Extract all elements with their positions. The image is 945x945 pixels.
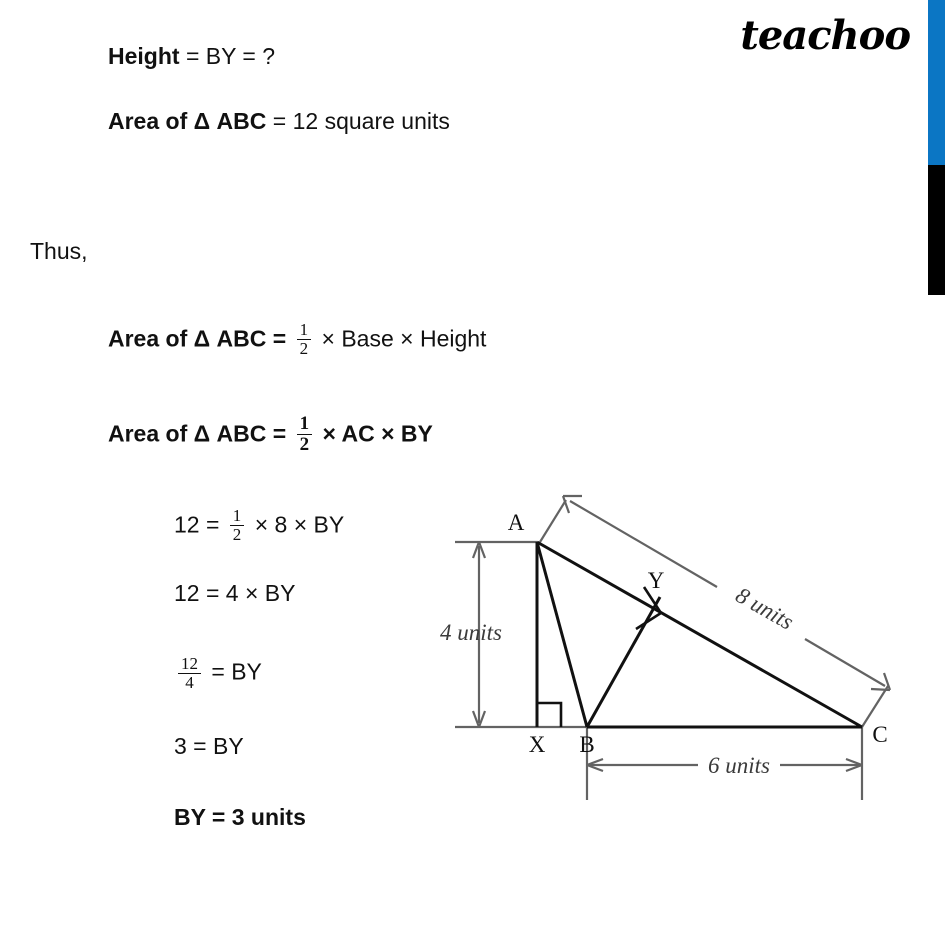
dimension-lines: [455, 496, 890, 800]
vertex-label-x: X: [528, 732, 546, 757]
triangle-diagram: [430, 460, 930, 800]
height-value: = BY = ?: [185, 43, 276, 69]
dimension-label-hypotenuse: 8 units: [731, 582, 798, 635]
step3-numerator: 12: [181, 654, 198, 673]
line-step-2: 12 = 4 × BY: [174, 580, 296, 606]
formula2-denominator: 2: [297, 434, 313, 455]
triangle-shape: [537, 542, 862, 727]
segment-by: [587, 597, 660, 727]
line-step-3: [174, 655, 262, 692]
formula1-numerator: 1: [299, 320, 309, 339]
line-formula-general: [108, 322, 486, 359]
line-height: [108, 45, 275, 68]
formula2-label: Area of Δ ABC =: [108, 420, 287, 447]
step1-denominator: 2: [230, 525, 245, 544]
step1-fraction: [230, 507, 245, 544]
vertex-label-c: C: [872, 722, 888, 747]
dimension-label-height: 4 units: [440, 620, 502, 645]
step1-numerator: 1: [232, 506, 242, 525]
dimension-label-base: 6 units: [708, 753, 770, 778]
step1-rest: × 8 × BY: [254, 511, 345, 538]
line-answer: BY = 3 units: [174, 804, 306, 830]
area-given-value: = 12 square units: [272, 108, 450, 134]
hypotenuse-extension-c: [862, 686, 888, 727]
right-angle-y: [636, 587, 661, 629]
line-step-1: [174, 508, 344, 545]
right-angle-x: [537, 703, 561, 727]
right-edge-blue-bar: [928, 0, 945, 165]
step3-denominator: 4: [178, 673, 201, 692]
hypotenuse-dimension-line-lower: [805, 639, 885, 686]
hypotenuse-extension-a: [540, 500, 566, 542]
vertex-label-y: Y: [647, 568, 665, 593]
line-step-4: 3 = BY: [174, 733, 244, 759]
formula2-rest: × AC × BY: [322, 420, 433, 447]
step3-rest: = BY: [211, 658, 262, 685]
vertex-label-b: B: [579, 732, 595, 757]
formula1-label: Area of Δ ABC =: [108, 325, 287, 352]
area-given-label: Area of Δ ABC: [108, 108, 267, 134]
formula1-rest: × Base × Height: [321, 325, 487, 352]
step3-fraction: [178, 655, 201, 692]
formula1-denominator: 2: [297, 339, 312, 358]
hypotenuse-arrow-top: [563, 496, 582, 513]
right-edge-black-bar: [928, 165, 945, 295]
formula1-fraction: [297, 321, 312, 358]
teachoo-logo: teachoo: [740, 12, 910, 59]
line-thus: Thus,: [30, 238, 88, 264]
vertex-label-a: A: [507, 510, 525, 535]
line-area-given: [108, 110, 450, 133]
formula2-fraction: [297, 414, 313, 455]
segment-ac: [537, 542, 862, 727]
line-formula-specific: [108, 415, 433, 456]
step1-lhs: 12 =: [174, 511, 220, 538]
segment-ab: [537, 542, 587, 727]
formula2-numerator: 1: [299, 413, 310, 434]
height-label: Height: [108, 43, 180, 69]
